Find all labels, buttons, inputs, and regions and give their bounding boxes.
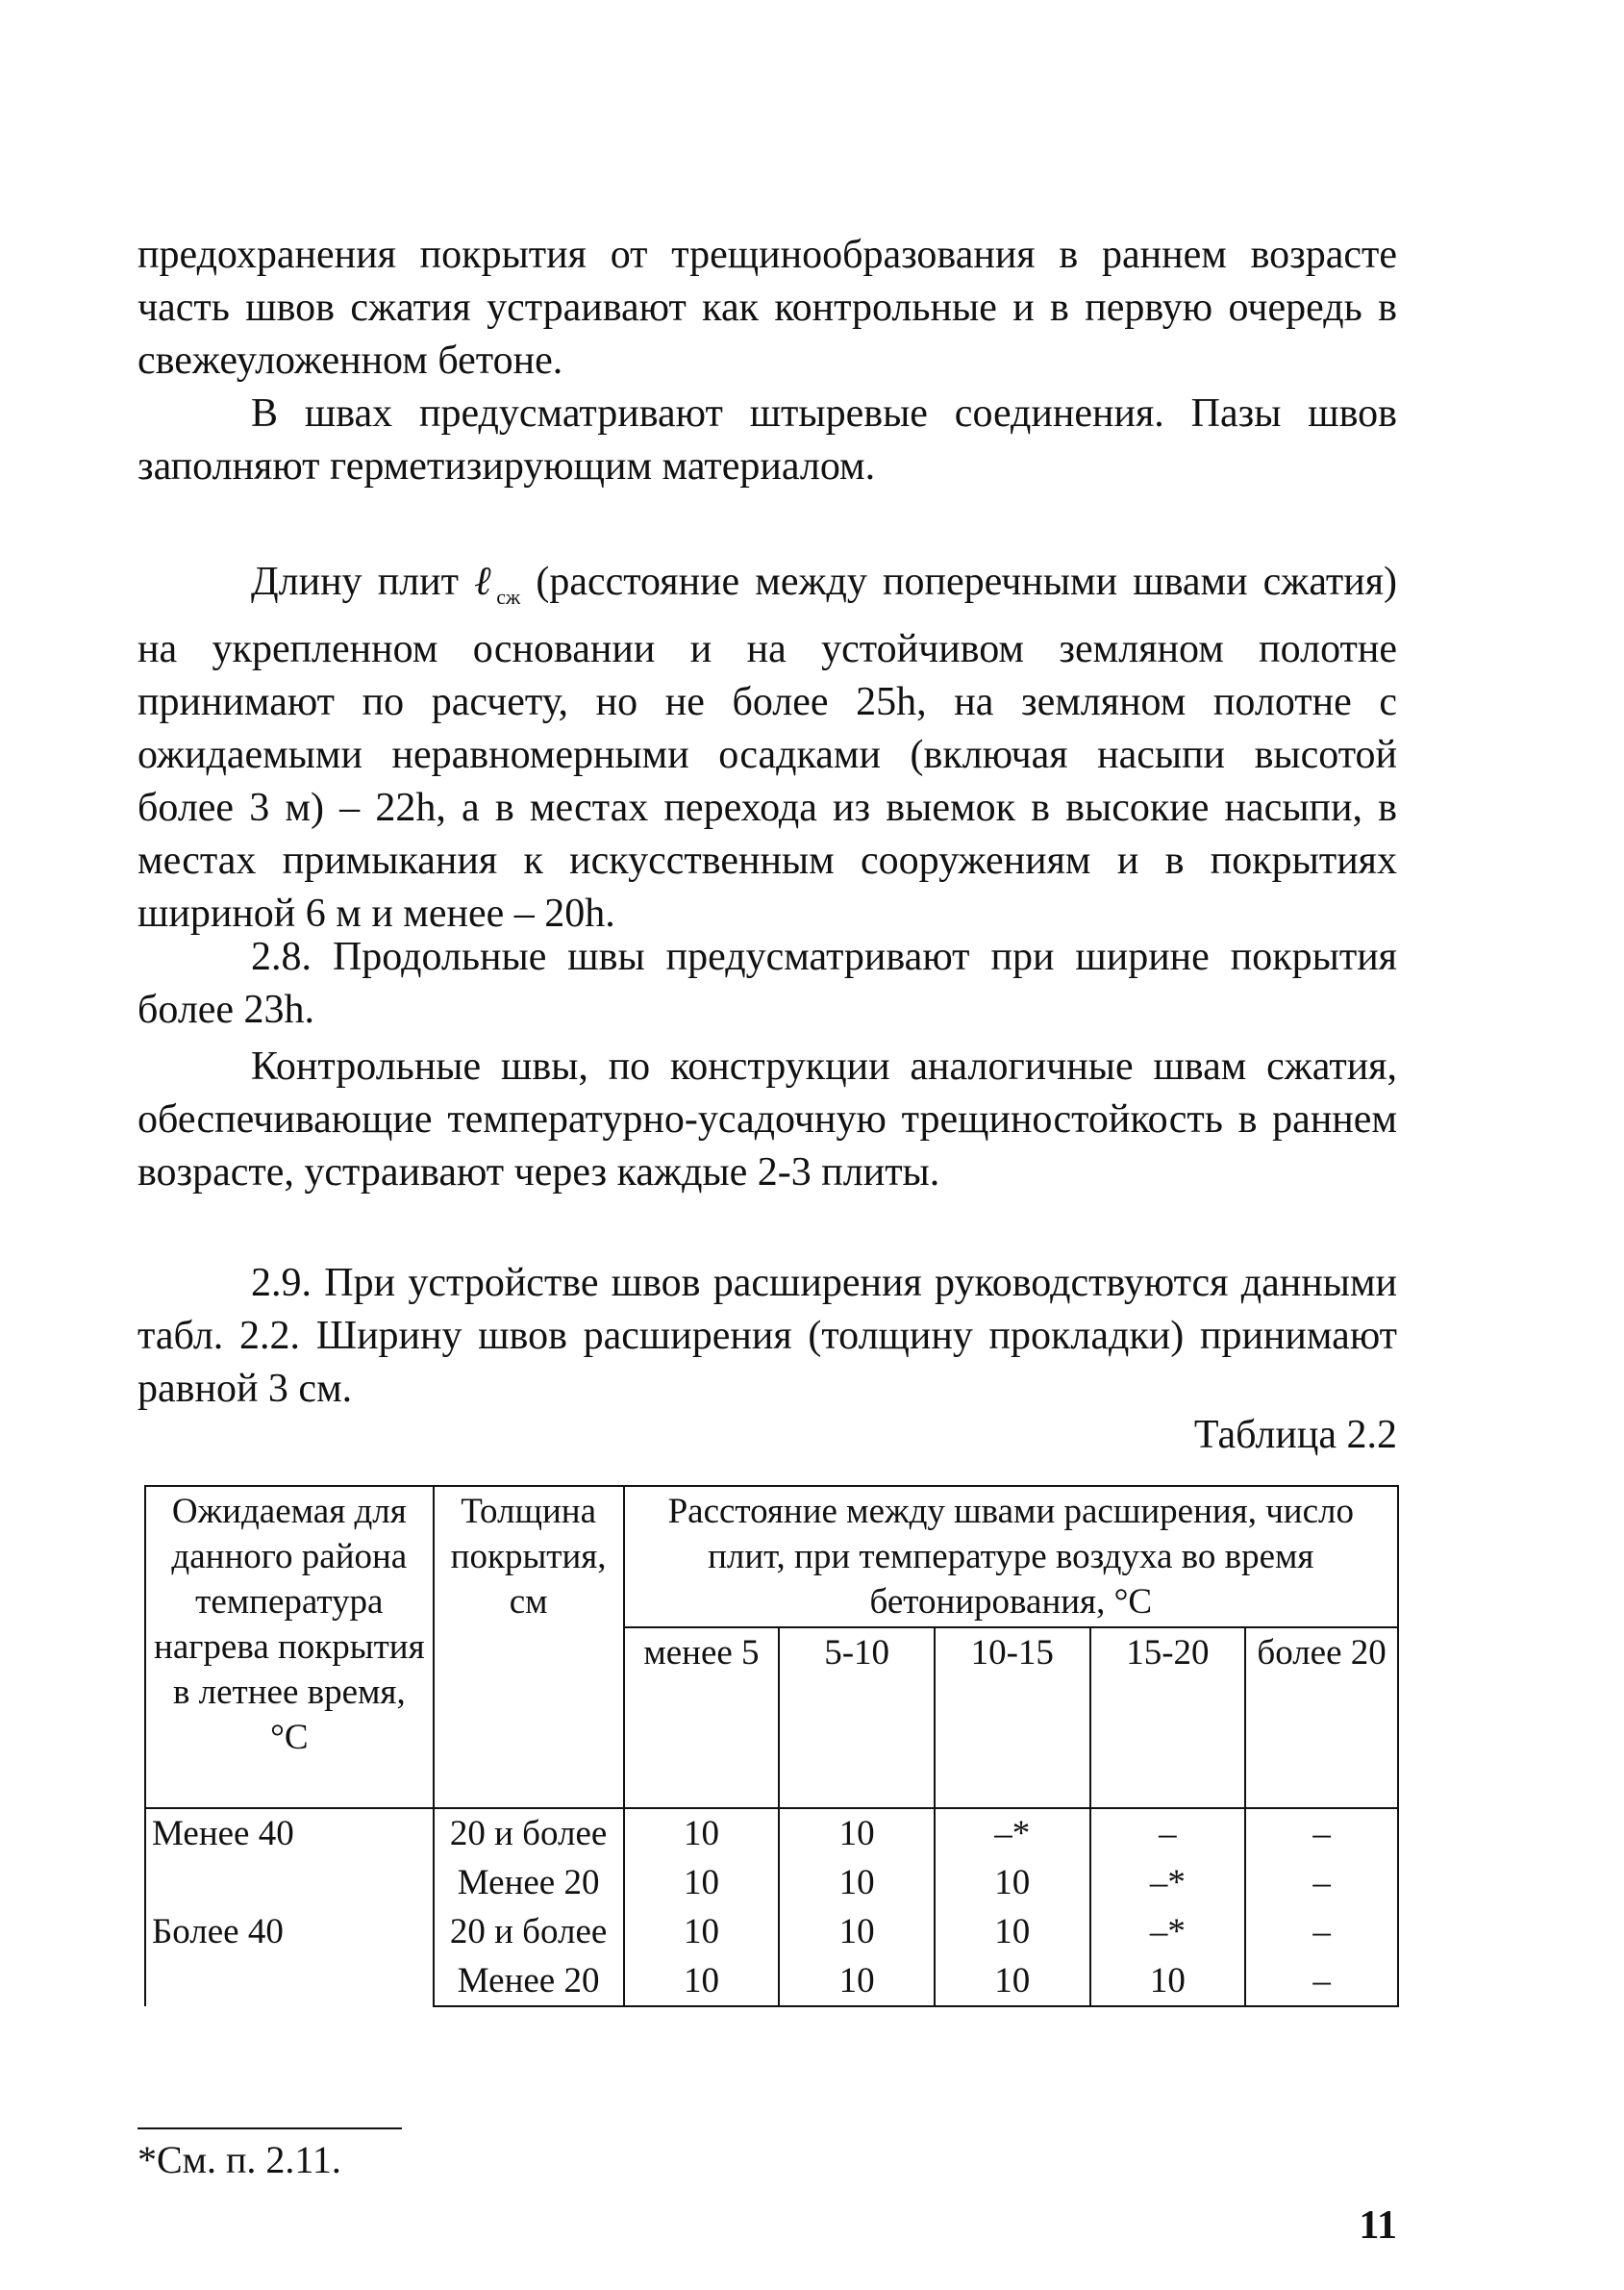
value-cell: 10 (935, 1907, 1090, 1956)
subheader-cell: 10-15 (935, 1627, 1090, 1808)
subheader-cell: более 20 (1245, 1627, 1398, 1808)
length-subscript: сж (496, 585, 521, 609)
length-symbol: ℓ (474, 560, 497, 604)
thickness-cell: Менее 20 (434, 1858, 624, 1907)
value-cell: –* (1090, 1907, 1246, 1956)
paragraph-2-9: 2.9. При устройстве швов расширения руководствуются данными табл. 2.2. Ширину швов расширения (толщину прокладки) принимают равной 3 см. (137, 1261, 1397, 1411)
value-cell: – (1245, 1907, 1398, 1956)
value-cell: 10 (779, 1808, 935, 1858)
footnote: *См. п. 2.11. (137, 2138, 341, 2181)
value-cell: 10 (624, 1956, 780, 2006)
header-temperature: Ожидаемая для данного района температура нагрева покрытия в летнее время, °С (145, 1486, 434, 1808)
thickness-cell: 20 и более (434, 1808, 624, 1858)
value-cell: 10 (1090, 1956, 1246, 2006)
thickness-cell: 20 и более (434, 1907, 624, 1956)
footnote-divider (137, 2127, 402, 2129)
value-cell: –* (1090, 1858, 1246, 1907)
value-cell: – (1245, 1956, 1398, 2006)
value-cell: 10 (779, 1907, 935, 1956)
temp-cell: Более 40 (145, 1907, 434, 2006)
paragraph-3-start: Длину плит (251, 560, 459, 604)
thickness-cell: Менее 20 (434, 1956, 624, 2006)
header-distance-group: Расстояние между швами расширения, число плит, при температуре воздуха во время бетонирования, °С (624, 1486, 1398, 1627)
value-cell: 10 (935, 1858, 1090, 1907)
table-row (145, 1808, 1398, 1858)
paragraph-1: предохранения покрытия от трещинообразования в раннем возрасте часть швов сжатия устраивают как контрольные и в первую очередь в свежеуложенном бетоне. (137, 233, 1397, 383)
paragraph-control-joints: Контрольные швы, по конструкции аналогичные швам сжатия, обеспечивающие температурно-усадочную трещиностойкость в раннем возрасте, устраивают через каждые 2-3 плиты. (137, 1044, 1397, 1195)
table-2-2 (144, 1485, 1399, 2007)
page-number: 11 (1359, 2203, 1397, 2248)
paragraph-3 (137, 556, 1397, 941)
value-cell: –* (935, 1808, 1090, 1858)
subheader-cell: 5-10 (779, 1627, 935, 1808)
value-cell: 10 (935, 1956, 1090, 2006)
value-cell: 10 (624, 1808, 780, 1858)
subheader-cell: 15-20 (1090, 1627, 1246, 1808)
header-thickness: Толщина покрытия, см (434, 1486, 624, 1808)
table-row (145, 1907, 1398, 1956)
paragraph-3-rest: (расстояние между поперечными швами сжатия) на укрепленном основании и на устойчивом земляном полотне принимают по расчету, но не более 25h, на земляном полотне с ожидаемыми неравномерными осадками (включая насыпи высотой более 3 м) – 22h, а в местах перехода из выемок в высокие насыпи, в местах примыкания к искусственным сооружениям и в покрытиях шириной 6 м и менее – 20h. (137, 560, 1398, 936)
temp-cell: Менее 40 (145, 1808, 434, 1907)
value-cell: 10 (779, 1956, 935, 2006)
paragraph-2: В швах предусматривают штыревые соединения. Пазы швов заполняют герметизирующим материалом. (137, 391, 1397, 489)
value-cell: 10 (624, 1907, 780, 1956)
value-cell: – (1245, 1808, 1398, 1858)
subheader-cell: менее 5 (624, 1627, 780, 1808)
table-caption: Таблица 2.2 (1193, 1413, 1397, 1457)
value-cell: 10 (779, 1858, 935, 1907)
value-cell: – (1090, 1808, 1246, 1858)
value-cell: – (1245, 1858, 1398, 1907)
paragraph-2-8: 2.8. Продольные швы предусматривают при ширине покрытия более 23h. (137, 935, 1397, 1032)
value-cell: 10 (624, 1858, 780, 1907)
table-header-row (145, 1486, 1398, 1627)
